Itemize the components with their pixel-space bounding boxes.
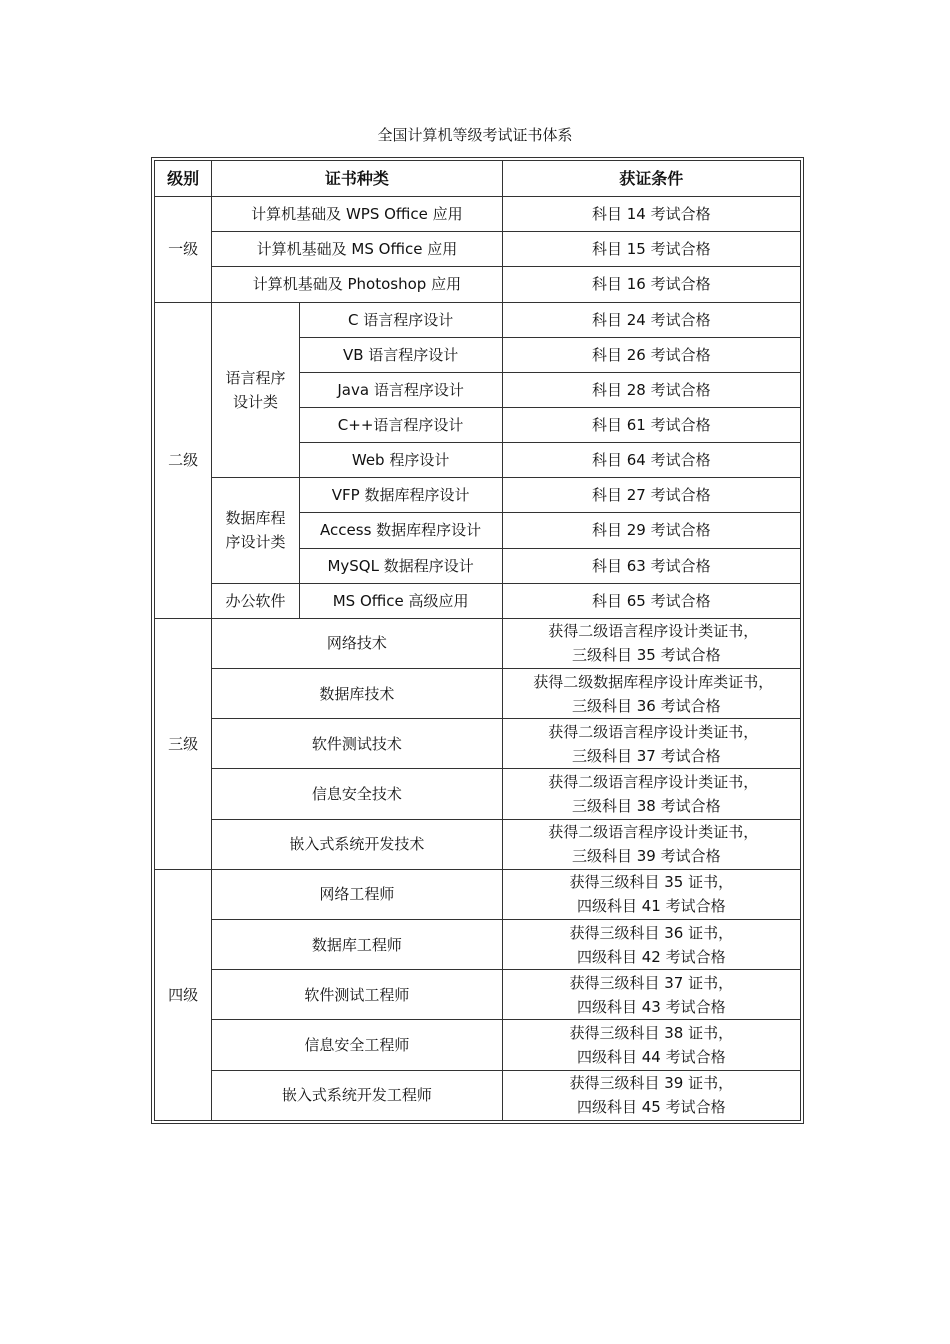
cert-condition <box>502 1070 800 1120</box>
cert-condition <box>502 869 800 919</box>
cert-condition: 科目 24 考试合格 <box>502 302 800 337</box>
level-3-label: 三级 <box>155 618 212 869</box>
cert-name: 数据库技术 <box>212 669 502 719</box>
table-row <box>155 1070 801 1120</box>
table-row <box>155 232 801 267</box>
condition-line: 四级科目 44 考试合格 <box>576 1048 726 1067</box>
cert-condition <box>502 920 800 970</box>
condition-line: 获得二级数据库程序设计库类证书， <box>533 672 774 691</box>
cert-condition <box>502 669 800 719</box>
cert-condition: 科目 29 考试合格 <box>502 513 800 548</box>
cert-name: 计算机基础及 WPS Office 应用 <box>212 197 502 232</box>
table-row <box>155 769 801 819</box>
table-header-row <box>155 161 801 197</box>
cert-name: 嵌入式系统开发工程师 <box>212 1070 502 1120</box>
cert-name: Java 语言程序设计 <box>299 372 502 407</box>
cert-condition: 科目 61 考试合格 <box>502 407 800 442</box>
header-condition: 获证条件 <box>502 161 800 197</box>
table-row <box>155 819 801 869</box>
cert-name: 网络技术 <box>212 618 502 668</box>
condition-line: 四级科目 45 考试合格 <box>576 1098 726 1117</box>
header-level: 级别 <box>155 161 212 197</box>
cert-name: MS Office 高级应用 <box>299 583 502 618</box>
cert-name: VFP 数据库程序设计 <box>299 478 502 513</box>
cert-name: 计算机基础及 MS Office 应用 <box>212 232 502 267</box>
cert-name: 网络工程师 <box>212 869 502 919</box>
group-label: 办公软件 <box>212 583 299 618</box>
group-label-line: 数据库程 <box>225 509 286 528</box>
condition-line: 获得二级语言程序设计类证书， <box>548 722 759 741</box>
condition-line: 三级科目 37 考试合格 <box>571 746 721 765</box>
cert-condition: 科目 14 考试合格 <box>502 197 800 232</box>
cert-condition: 科目 15 考试合格 <box>502 232 800 267</box>
condition-line: 获得三级科目 36 证书， <box>569 923 734 942</box>
cert-name: VB 语言程序设计 <box>299 337 502 372</box>
table-row <box>155 267 801 302</box>
cert-name: Access 数据库程序设计 <box>299 513 502 548</box>
cert-condition: 科目 28 考试合格 <box>502 372 800 407</box>
cert-condition <box>502 769 800 819</box>
table-row <box>155 478 801 513</box>
group-label-line: 设计类 <box>232 392 278 411</box>
table-row <box>155 719 801 769</box>
certificate-table <box>154 160 801 1121</box>
cert-condition: 科目 26 考试合格 <box>502 337 800 372</box>
level-1-label: 一级 <box>155 197 212 302</box>
cert-condition: 科目 63 考试合格 <box>502 548 800 583</box>
group-label <box>212 478 299 583</box>
cert-condition <box>502 618 800 668</box>
table-row <box>155 618 801 668</box>
cert-name: 软件测试技术 <box>212 719 502 769</box>
condition-line: 三级科目 35 考试合格 <box>571 646 721 665</box>
page-title: 全国计算机等级考试证书体系 <box>377 126 573 144</box>
table-row <box>155 1020 801 1070</box>
condition-line: 获得三级科目 39 证书， <box>569 1074 734 1093</box>
condition-line: 四级科目 42 考试合格 <box>576 947 726 966</box>
table-row <box>155 869 801 919</box>
condition-line: 获得三级科目 37 证书， <box>569 973 734 992</box>
cert-name: 嵌入式系统开发技术 <box>212 819 502 869</box>
certificate-table-frame <box>151 157 804 1124</box>
condition-line: 三级科目 36 考试合格 <box>571 696 721 715</box>
condition-line: 四级科目 43 考试合格 <box>576 997 726 1016</box>
group-label-line: 语言程序 <box>225 368 286 387</box>
group-label-line: 序设计类 <box>225 533 286 552</box>
cert-condition: 科目 16 考试合格 <box>502 267 800 302</box>
cert-condition: 科目 64 考试合格 <box>502 443 800 478</box>
cert-condition <box>502 719 800 769</box>
cert-name: 信息安全技术 <box>212 769 502 819</box>
cert-name: 数据库工程师 <box>212 920 502 970</box>
group-label <box>212 302 299 478</box>
condition-line: 四级科目 41 考试合格 <box>576 897 726 916</box>
table-row <box>155 970 801 1020</box>
table-row <box>155 669 801 719</box>
cert-name: Web 程序设计 <box>299 443 502 478</box>
level-2-label: 二级 <box>155 302 212 618</box>
condition-line: 获得二级语言程序设计类证书， <box>548 823 759 842</box>
condition-line: 获得二级语言程序设计类证书， <box>548 773 759 792</box>
condition-line: 获得二级语言程序设计类证书， <box>548 622 759 641</box>
condition-line: 获得三级科目 35 证书， <box>569 873 734 892</box>
header-type: 证书种类 <box>212 161 502 197</box>
condition-line: 三级科目 39 考试合格 <box>571 847 721 866</box>
level-4-label: 四级 <box>155 869 212 1120</box>
condition-line: 三级科目 38 考试合格 <box>571 797 721 816</box>
cert-name: 计算机基础及 Photoshop 应用 <box>212 267 502 302</box>
cert-name: MySQL 数据程序设计 <box>299 548 502 583</box>
cert-name: 信息安全工程师 <box>212 1020 502 1070</box>
cert-name: 软件测试工程师 <box>212 970 502 1020</box>
cert-condition <box>502 970 800 1020</box>
cert-condition: 科目 65 考试合格 <box>502 583 800 618</box>
condition-line: 获得三级科目 38 证书， <box>569 1024 734 1043</box>
table-row <box>155 583 801 618</box>
table-row <box>155 920 801 970</box>
cert-condition: 科目 27 考试合格 <box>502 478 800 513</box>
cert-name: C++语言程序设计 <box>299 407 502 442</box>
table-row <box>155 302 801 337</box>
cert-name: C 语言程序设计 <box>299 302 502 337</box>
table-row <box>155 197 801 232</box>
cert-condition <box>502 819 800 869</box>
cert-condition <box>502 1020 800 1070</box>
